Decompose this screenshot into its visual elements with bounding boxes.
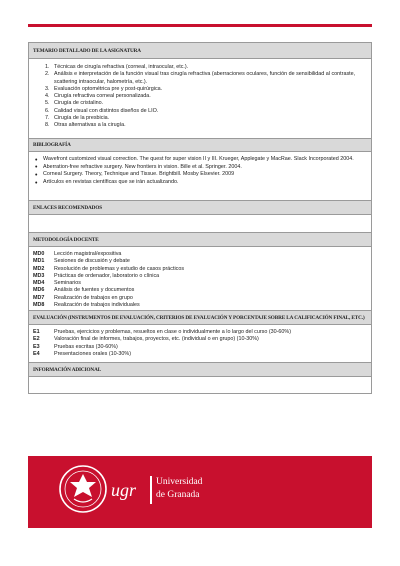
list-item — [33, 302, 365, 309]
bibliografia-body — [29, 152, 371, 201]
course-guide-sheet — [28, 42, 372, 394]
bibliografia-item: • Aberration-free refractive surgery. New frontiers in vision. Bille et al. Springer. 2004. — [43, 164, 363, 171]
university-seal-icon — [58, 464, 108, 514]
temario-item: 2. Análisis e interpretación de la función visual tras cirugía refractiva (aberraciones oculares, función de sensibilidad al contraste, scattering intraocular, halometría, etc.). — [51, 71, 363, 86]
temario-list — [29, 59, 371, 134]
bibliografia-item: • Wavefront customized visual correction. The quest for super vision II y III. Krueger, Applegate y MacRae. Slack Incorporated 2004. — [43, 156, 363, 163]
method-text: Seminarios — [54, 280, 81, 287]
svg-text:ugr: ugr — [111, 480, 137, 500]
evaluacion-list — [29, 325, 371, 361]
university-name-line2: de Granada — [156, 490, 200, 500]
university-name — [156, 476, 202, 502]
temario-item: 4. Cirugía refractiva corneal personalizada. — [51, 93, 363, 100]
bibliografia-heading: BIBLIOGRAFÍA — [29, 139, 371, 152]
temario-item: 8. Otras alternativas a la cirugía. — [51, 122, 363, 129]
bibliografia-item: • Artículos en revistas científicas que se irán actualizando. — [43, 179, 363, 186]
method-code: MD3 — [33, 272, 45, 279]
metodologia-list — [29, 247, 371, 312]
method-code: MD2 — [33, 265, 45, 272]
temario-item: 3. Evaluación optométrica pre y post-quirúrgica. — [51, 86, 363, 93]
temario-item: 6. Calidad visual con distintos diseños de LIO. — [51, 108, 363, 115]
list-item — [33, 273, 365, 280]
list-item — [33, 287, 365, 294]
list-item — [33, 266, 365, 273]
temario-item: 1. Técnicas de cirugía refractiva (corneal, intraocular, etc.). — [51, 64, 363, 71]
method-code: MD7 — [33, 294, 45, 301]
eval-text: Pruebas, ejercicios y problemas, resueltos en clase o individualmente a lo largo del curso (30-60%) — [54, 329, 292, 335]
temario-item: 7. Cirugía de la presbicia. — [51, 115, 363, 122]
method-text: Análisis de fuentes y documentos — [54, 287, 135, 294]
method-text: Lección magistral/expositiva — [54, 251, 122, 257]
metodologia-heading: METODOLOGÍA DOCENTE — [29, 233, 371, 247]
informacion-body — [29, 377, 371, 393]
evaluacion-body — [29, 325, 371, 363]
evaluacion-heading: EVALUACIÓN (INSTRUMENTOS DE EVALUACIÓN, CRITERIOS DE EVALUACIÓN Y PORCENTAJE SOBRE LA CALIFICACIÓN FINAL, ETC.) — [29, 311, 371, 325]
method-code: MD1 — [33, 258, 45, 265]
method-text: Sesiones de discusión y debate — [54, 258, 130, 265]
method-text: Realización de trabajos en grupo — [54, 294, 133, 301]
bibliografia-list — [29, 152, 371, 190]
bibliografia-item: • Corneal Surgery. Theory, Technique and Tissue. Brightbill. Mosby Elsevier. 2009 — [43, 171, 363, 178]
method-text: Realización de trabajos individuales — [54, 302, 140, 309]
list-item — [33, 295, 365, 302]
enlaces-heading: ENLACES RECOMENDADOS — [29, 201, 371, 215]
university-name-line1: Universidad — [156, 477, 203, 487]
temario-heading: TEMARIO DETALLADO DE LA ASIGNATURA — [29, 43, 371, 59]
list-item — [33, 258, 365, 265]
method-text: Resolución de problemas y estudio de casos prácticos — [54, 265, 185, 272]
method-code: MD4 — [33, 280, 45, 287]
eval-text: Valoración final de informes, trabajos, proyectos, etc. (individual o en grupo) (10-30%) — [54, 336, 259, 343]
method-code: MD8 — [33, 302, 45, 309]
eval-code: E3 — [33, 343, 40, 350]
metodologia-body — [29, 247, 371, 311]
logo-divider — [150, 476, 152, 504]
eval-code: E4 — [33, 350, 40, 357]
header-rule — [28, 24, 372, 27]
method-code: MD0 — [33, 251, 45, 257]
list-item — [33, 251, 365, 258]
temario-body — [29, 59, 371, 139]
temario-item: 5. Cirugía de cristalino. — [51, 100, 363, 107]
method-code: MD6 — [33, 287, 45, 294]
eval-text: Pruebas escritas (30-60%) — [54, 343, 118, 350]
enlaces-body — [29, 215, 371, 233]
list-item — [33, 329, 365, 336]
method-text: Prácticas de ordenador, laboratorio o clínica — [54, 272, 160, 279]
list-item — [33, 351, 365, 358]
ugr-logo-icon — [110, 472, 146, 506]
informacion-heading: INFORMACIÓN ADICIONAL — [29, 363, 371, 377]
list-item — [33, 280, 365, 287]
list-item — [33, 344, 365, 351]
eval-code: E1 — [33, 329, 40, 335]
list-item — [33, 336, 365, 343]
eval-text: Presentaciones orales (10-30%) — [54, 350, 132, 357]
eval-code: E2 — [33, 336, 40, 343]
